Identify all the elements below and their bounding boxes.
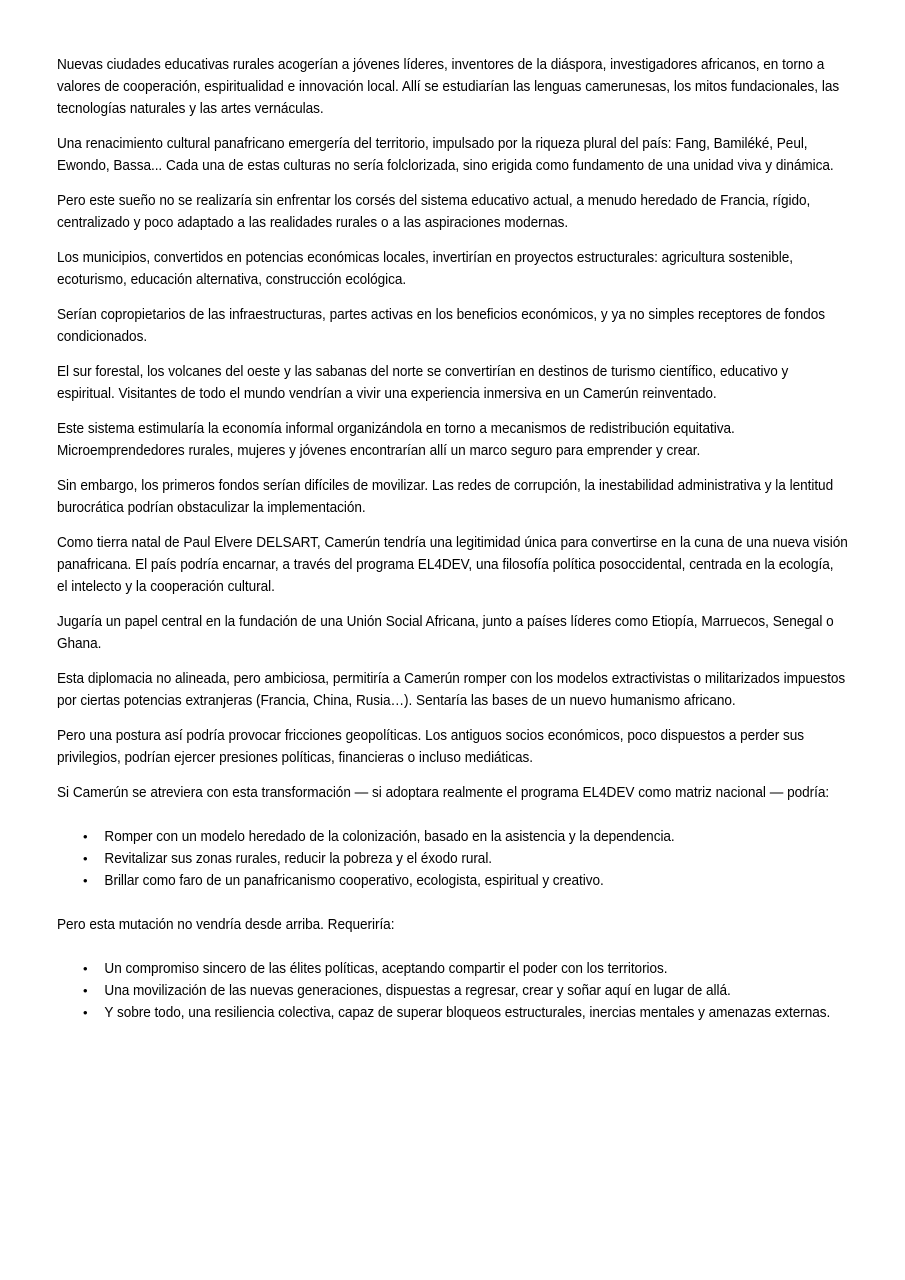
list-item: • Romper con un modelo heredado de la colonización, basado en la asistencia y la dependencia. [57, 826, 848, 848]
paragraph: Serían copropietarios de las infraestructuras, partes activas en los beneficios económicos, y ya no simples receptores de fondos condicionados. [57, 306, 825, 345]
list-item: • Un compromiso sincero de las élites políticas, aceptando compartir el poder con los territorios. [57, 958, 848, 980]
bullet-list [57, 958, 848, 1024]
list-item: • Una movilización de las nuevas generaciones, dispuestas a regresar, crear y soñar aquí en lugar de allá. [57, 980, 848, 1002]
paragraph: Pero esta mutación no vendría desde arriba. Requeriría: [57, 916, 395, 933]
list-spacer [57, 817, 848, 826]
list-item: • Revitalizar sus zonas rurales, reducir la pobreza y el éxodo rural. [57, 848, 848, 870]
bullet-list [57, 826, 848, 892]
list-item: • Y sobre todo, una resiliencia colectiva, capaz de superar bloqueos estructurales, inercias mentales y amenazas externas. [57, 1002, 848, 1024]
list-spacer [57, 949, 848, 958]
paragraph: Como tierra natal de Paul Elvere DELSART, Camerún tendría una legitimidad única para convertirse en la cuna de una nueva visión panafricana. El país podría encarnar, a través del programa EL4DEV, una filosofía política posoccidental, centrada en la ecología, el intelecto y la cooperación cultural. [57, 534, 848, 595]
paragraph-spacer [57, 905, 848, 914]
paragraph: Sin embargo, los primeros fondos serían difíciles de movilizar. Las redes de corrupción, la inestabilidad administrativa y la lentitud burocrática podrían obstaculizar la implementación. [57, 477, 834, 516]
document-body [57, 54, 848, 1024]
paragraph: Pero este sueño no se realizaría sin enfrentar los corsés del sistema educativo actual, a menudo heredado de Francia, rígido, centralizado y poco adaptado a las realidades rurales o a las aspiraciones modernas. [57, 192, 811, 231]
list-item: • Brillar como faro de un panafricanismo cooperativo, ecologista, espiritual y creativo. [57, 870, 848, 892]
paragraph: Pero una postura así podría provocar fricciones geopolíticas. Los antiguos socios económicos, poco dispuestos a perder sus privilegios, podrían ejercer presiones políticas, financieras o incluso mediáticas. [57, 727, 805, 766]
paragraph: Los municipios, convertidos en potencias económicas locales, invertirían en proyectos estructurales: agricultura sostenible, ecoturismo, educación alternativa, construcción ecológica. [57, 249, 793, 288]
paragraph: Una renacimiento cultural panafricano emergería del territorio, impulsado por la riqueza plural del país: Fang, Bamiléké, Peul, Ewondo, Bassa... Cada una de estas culturas no sería folclorizada, sino erigida como fundamento de una unidad viva y dinámica. [57, 135, 834, 174]
paragraph: Jugaría un papel central en la fundación de una Unión Social Africana, junto a países líderes como Etiopía, Marruecos, Senegal o Ghana. [57, 613, 834, 652]
paragraph: Este sistema estimularía la economía informal organizándola en torno a mecanismos de redistribución equitativa. Microemprendedores rurales, mujeres y jóvenes encontrarían allí un marco seguro para emprender y crear. [57, 420, 735, 459]
paragraph: Esta diplomacia no alineada, pero ambiciosa, permitiría a Camerún romper con los modelos extractivistas o militarizados impuestos por ciertas potencias extranjeras (Francia, China, Rusia…). Sentaría las bases de un nuevo humanismo africano. [57, 670, 846, 709]
paragraph: El sur forestal, los volcanes del oeste y las sabanas del norte se convertirían en destinos de turismo científico, educativo y espiritual. Visitantes de todo el mundo vendrían a vivir una experiencia inmersiva en un Camerún reinventado. [57, 363, 789, 402]
paragraph: Si Camerún se atreviera con esta transformación — si adoptara realmente el programa EL4DEV como matriz nacional — podría: [57, 784, 830, 801]
paragraph: Nuevas ciudades educativas rurales acogerían a jóvenes líderes, inventores de la diáspora, investigadores africanos, en torno a valores de cooperación, espiritualidad e innovación local. Allí se estudiarían las lenguas camerunesas, los mitos fundacionales, las tecnologías naturales y las artes vernáculas. [57, 56, 840, 117]
